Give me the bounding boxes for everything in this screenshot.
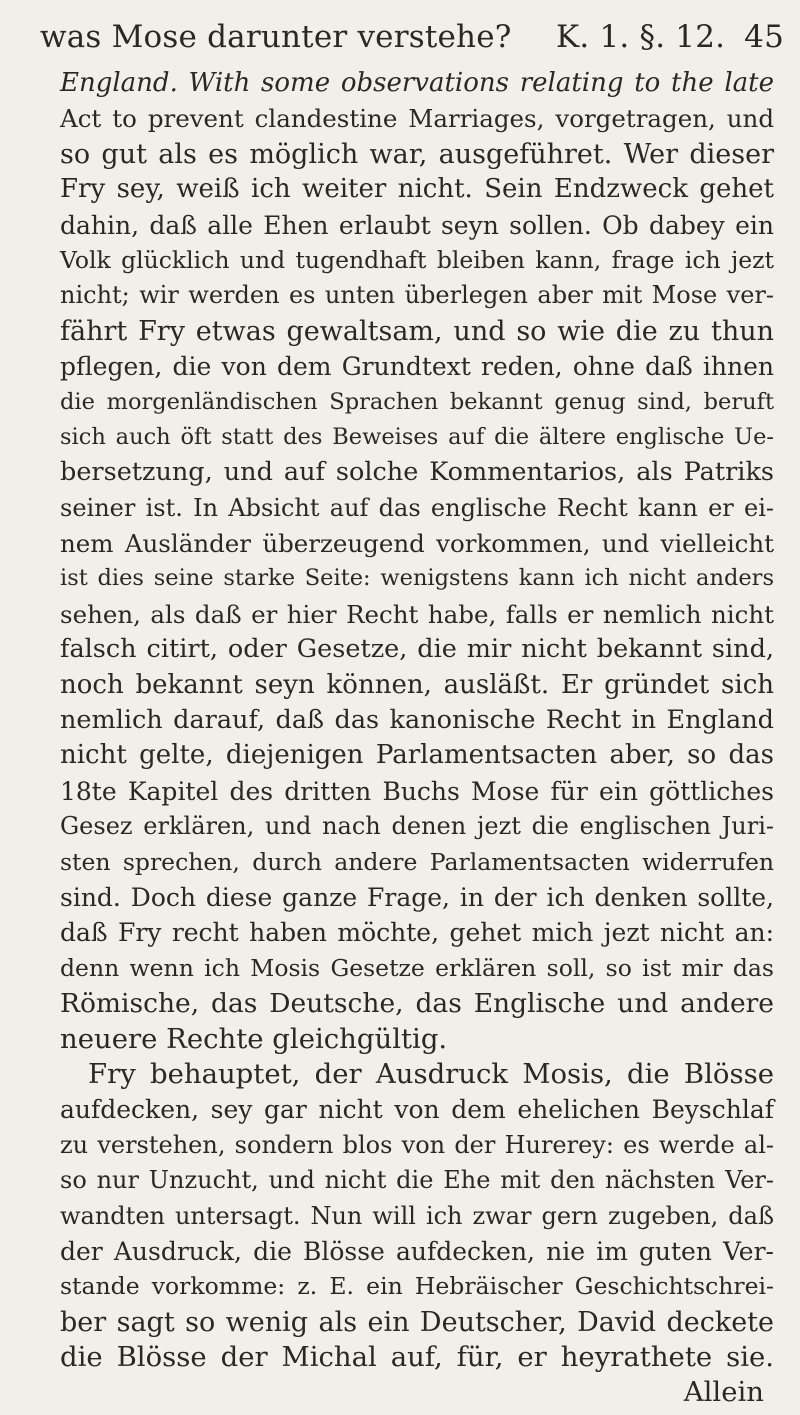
text-line: Römische, das Deutsche, das Englische und andere (60, 988, 774, 1020)
text-line: 18te Kapitel des dritten Buchs Mose für ein göttliches (60, 776, 774, 806)
text-line: Fry sey, weiß ich weiter nicht. Sein Endzweck gehet (60, 174, 774, 205)
section-reference: K. 1. §. 12. (556, 19, 726, 55)
text-line: fährt Fry etwas gewaltsam, und so wie die zu thun (60, 315, 774, 347)
text-line: dahin, daß alle Ehen erlaubt seyn sollen. Ob dabey ein (60, 210, 774, 240)
text-line: nemlich darauf, daß das kanonische Recht in England (60, 705, 774, 736)
text-line: wandten untersagt. Nun will ich zwar gern zugeben, daß (60, 1201, 774, 1230)
text-line: Fry behauptet, der Ausdruck Mosis, die Blösse (88, 1057, 774, 1090)
text-line: die morgenländischen Sprachen bekannt genug sind, beruft (60, 388, 774, 415)
text-line: pflegen, die von dem Grundtext reden, ohne daß ihnen (60, 352, 774, 382)
text-line: Act to prevent clandestine Marriages, vorgetragen, und (60, 104, 774, 134)
text-line: falsch citirt, oder Gesetze, die mir nicht bekannt sind, (60, 634, 774, 665)
text-line: sich auch öft statt des Beweises auf die ältere englische Ue- (60, 423, 774, 450)
catchword: Allein (683, 1376, 764, 1409)
running-title: was Mose darunter verstehe? (40, 19, 512, 55)
text-line: so nur Unzucht, und nicht die Ehe mit den nächsten Ver- (60, 1166, 774, 1195)
text-line: aufdecken, sey gar nicht von dem ehelichen Beyschlaf (60, 1095, 774, 1125)
text-line: ber sagt so wenig als ein Deutscher, David deckete (60, 1306, 774, 1338)
body-text (60, 66, 774, 1411)
text-line: England. With some observations relating to the late (60, 68, 774, 98)
text-line: denn wenn ich Mosis Gesetze erklären soll, so ist mir das (60, 953, 774, 982)
page-header (40, 14, 784, 60)
text-line: daß Fry recht haben möchte, gehet mich jezt nicht an: (60, 918, 774, 948)
text-line: stande vorkomme: z. E. ein Hebräischer Geschichtschrei- (60, 1272, 774, 1301)
text-line: sind. Doch diese ganze Frage, in der ich denken sollte, (60, 882, 774, 912)
text-line: zu verstehen, sondern blos von der Hurerey: es werde al- (60, 1130, 774, 1159)
text-line: Volk glücklich und tugendhaft bleiben kann, frage ich jezt (60, 245, 774, 274)
text-line: nicht; wir werden es unten überlegen aber mit Mose ver- (60, 281, 774, 310)
text-line: Gesez erklären, und nach denen jezt die englischen Juri- (60, 812, 774, 841)
text-line: neuere Rechte gleichgültig. (60, 1022, 448, 1055)
text-line: bersetzung, und auf solche Kommentarios, als Patriks (60, 457, 774, 488)
text-line: die Blösse der Michal auf, für, er heyrathete sie. (60, 1341, 774, 1374)
text-line: sehen, als daß er hier Recht habe, falls er nemlich nicht (60, 599, 774, 629)
text-line: noch bekannt seyn können, ausläßt. Er gründet sich (60, 669, 774, 700)
text-line: seiner ist. In Absicht auf das englische Recht kann er ei- (60, 493, 774, 522)
page-number: 45 (744, 19, 784, 55)
text-line: sten sprechen, durch andere Parlamentsacten widerrufen (60, 847, 774, 876)
text-line: nicht gelte, diejenigen Parlamentsacten aber, so das (60, 740, 774, 771)
text-line: so gut als es möglich war, ausgeführet. Wer dieser (60, 138, 774, 170)
text-line: ist dies seine starke Seite: wenigstens kann ich nicht anders (60, 565, 774, 592)
text-line: der Ausdruck, die Blösse aufdecken, nie im guten Ver- (60, 1236, 774, 1266)
text-line: nem Ausländer überzeugend vorkommen, und vielleicht (60, 529, 774, 559)
